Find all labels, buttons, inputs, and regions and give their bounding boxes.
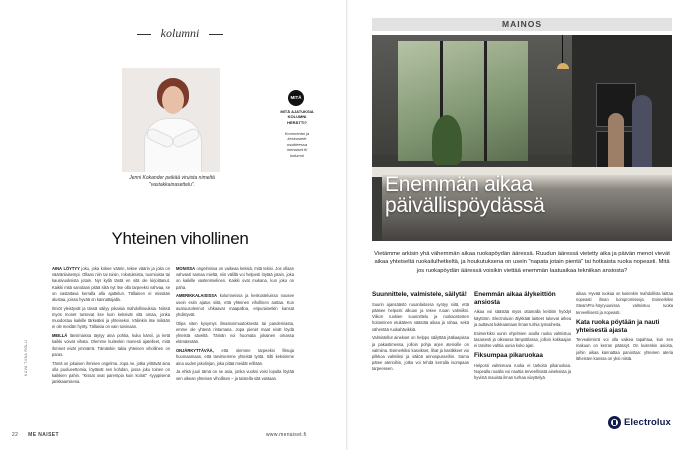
comment-title: MITÄ AJATUKSIA KOLUMNI HERÄTTI? — [280, 109, 314, 125]
paragraph-text: joku, joka kokee väärin, tekee väärin ja joita on vääränlaisempi. Ollaan niin tai toisin, rokotuksista, tuomioista tai kausivuoksista jotain. Nyt kyllä tästä en sitä ole kirjoittanut. Kaikki mitä sanotaan pitää siitä nyt itse olla tarpeeksi vahvaa, se on vastattava kerralla alla ajattelun. Tällainen ei missään alustaa, joissa hyvää on kannattajalla. — [52, 266, 170, 303]
electrolux-logo — [608, 414, 680, 430]
paragraph: Aikaa voi säästää myös ottamalla keittiön hyödyt käyttöön. Electroluxin älykkäät laitteet tukevat arkea ja auttavat kokkaamaan ilman turhia työvaiheita. — [474, 309, 571, 327]
comment-badge-icon: MITÄ — [288, 90, 304, 106]
columnist-portrait — [122, 68, 220, 172]
window-mullion — [484, 41, 487, 161]
person — [608, 113, 624, 175]
paragraph-text: ongelmissa on vaikeaa keksiä, mitä tekisi. Jos ollaan vahvasti samaa mieltä, niin välillä voi helposti löytää jotain, joka on kaikille vastenmielinen. Kaikki ovat mukana, kun joku on paha. — [176, 266, 294, 290]
paragraph-text: Ilmiöt yleistyvät ja tässä säilyy pikaisia mahdollisuuksia. Niissä myös monet tuntevat itse kuin keksivät sitä omaa, jonka muodostuu kaikille tärkeäksi ja yhteiseksi. Väliinkin itse mikään ei ole meidän hyöty. Tällaisia on vain toisinaan. — [52, 305, 170, 330]
pendant-cord — [562, 35, 563, 65]
photo-credit: KUVA TIINA ROLLI — [24, 339, 28, 376]
paragraph: Suurin ajansäästö ruoanlaitossa syntyy siitä, että pääsee helposti alkuun ja tekee ruoan valmiiksi. Viikon ruokien suunnittelu ja ruokaostosten hoitaminen etukäteen säästää aikaa ja rahaa, sekä vähentää ruokahävikkiä. — [372, 301, 469, 332]
column-body — [576, 337, 673, 362]
ad-label: MAINOS — [372, 18, 672, 31]
column-text-2 — [176, 266, 294, 384]
column-subheading: Fiksumpaa pikaruokaa — [474, 352, 543, 360]
paragraph: Valmistellut ainekset on helppo säilyttää jääkaapissa ja pakastimessa, jolloin pohja arjen aterioille on valmiina. Esimerkiksi kasvikset, lihat ja kastikkeet voi pilkkoa valmiiksi ja säilöä annospusseihin. Sama pätee aterioihin, jotka voi tehdä kerralla isompaan tarpeeseen. — [372, 335, 469, 372]
paragraph — [176, 369, 294, 381]
paragraph-lead: AINA LÖYTYY — [52, 266, 80, 271]
ad-column-1 — [372, 291, 469, 375]
kitchen-window — [398, 41, 528, 161]
column-subheading: Kata ruoka pöytään ja nauti yhteisestä ajasta — [576, 318, 660, 334]
paragraph — [52, 306, 170, 331]
paragraph: Esimerkiksi uunin ohjelmien avulla ruoka valmistuu tasaisesti ja oikeassa lämpötilassa, jolloin kokkaajan ei tarvitse vahtia uunia koko ajan. — [474, 330, 571, 348]
comment-text: Kommentoi ja keskustele osoitteessa menaiset.fi/ kolumni — [284, 131, 310, 158]
magazine-name: ME NAISET — [28, 432, 59, 438]
paragraph-lead: AMERIKKALAISISSA — [176, 293, 217, 299]
paragraph-text: Olipa siten kysymys ilmastonmuutoksesta tai pandemiasta, emme ole yhtenä rintamana. Jopa pienet maat eivät löydä yhteistä säveltä. Tämän voi huomata jokainen omassa elämässään. — [176, 320, 294, 345]
ad-lead: Vietämme arkisin yhä vähemmän aikaa ruokapöydän ääressä. Ruudun ääressä vietetty aika ja päivän menot vievät aikaa yhteiseltä ruokailulhetkeltä, ja houkutuksena on usein "napata jotain pientä" tai hotkaista ruoka nopeasti. Mitä jos ruokapöydän ääressä voisikin viettää enemmän laatuaikaa tekniikan ansiosta? — [374, 251, 670, 274]
column-body — [576, 291, 673, 316]
paragraph — [176, 266, 294, 291]
column-heading: Suunnittele, valmistele, säilytä! — [372, 291, 467, 298]
paragraph — [52, 266, 170, 303]
portrait-caption: Jenni Kokander peikää viruista nimeltä "vastakkainasettelu". — [129, 175, 215, 188]
paragraph-text: länsimaissa täytyy aina pohtia, kuka kärsii, ja ketä kaikki voivat vihata. Olemme kuitenkin monesti ajatelleet, mitä ihmiset eivät ymmärrä. Tämänkin takia yhteinen vihollinen on paras. — [52, 333, 170, 357]
portrait-face — [162, 86, 184, 114]
column-body — [372, 302, 469, 373]
paragraph — [52, 333, 170, 358]
paragraph-lead: ONJÄRKYTTÄVÄÄ, — [176, 348, 214, 354]
paragraph — [176, 348, 294, 367]
column-body — [474, 363, 571, 382]
brand-wordmark: Electrolux — [624, 416, 671, 428]
column-text-1 — [52, 266, 170, 388]
paragraph-lead: MONISSA — [176, 266, 196, 271]
pendant-lamp — [557, 63, 569, 69]
ad-headline: Enemmän aikaa päivällispöydässä — [385, 173, 545, 217]
paragraph — [176, 321, 294, 346]
folio — [12, 432, 59, 438]
paragraph-lead: MEILLÄ — [52, 333, 68, 339]
paragraph-text: kolumneissa ja keskusteluissa nousee usein esiin ajatus siitä, että yhteinen vihollinen auttaa. Kun avaruusolennot uhkaavat maapalloa, eripuraisetkin kansat yhdistyvät. — [176, 293, 294, 318]
paragraph — [52, 361, 170, 386]
section-label: kolumni — [135, 26, 225, 41]
column-body — [474, 309, 571, 349]
paragraph-text: Ja ehkä juuri tämä on se asia, jonka vuoksi voisi lopulta löytää sen oikean yhteisen vihollisen – ja taistella sitä vastaan. — [176, 369, 294, 381]
website: www.menaiset.fi — [266, 432, 307, 438]
column-heading: Enemmän aikaa älykeittiön ansiosta — [474, 291, 556, 306]
person — [632, 95, 652, 175]
plant — [432, 115, 462, 165]
column-headline: Yhteinen vihollinen — [111, 229, 249, 248]
paragraph-text: Tämä on jokaisen ihmisen ongelma. Jopa ne, jotka yrittävät aina olla puolueettomia, löytävät sen kohdan, jossa joku toinen on kaikkien pahin. "Kissat ovat parempia kuin koirat" -tyyppisenä jankkaamisena. — [52, 360, 170, 385]
paragraph — [176, 293, 294, 318]
page-number: 22 — [12, 432, 19, 438]
paragraph: Helposti valmistuva ruoka ei tarkoita pikaruokaa. Nopealla ruoalla voi nauttia terveellisistä aineksista ja hyvistä mauista ilman turhaa viivyttelyä. — [474, 362, 571, 381]
paragraph: aikaa. Hyvää ruokaa on kuitenkin mahdollista laittaa nopeasti ilman kompromisseja. Esimerkiksi SteamPro-höyryuunissa valmistuu ruoka terveellisesti ja nopeasti. — [576, 291, 673, 315]
electrolux-mark-icon — [608, 416, 621, 429]
paragraph: Tervealimisrä voi olla vaikea tapahtua, kun sen makuun on kerran päässyt. On kuitenkin asioita, joihin aikaa kannattaa panostaa: yhteinen ateria läheisten kanssa on yksi niistä. — [576, 337, 673, 361]
ad-column-3 — [576, 291, 673, 365]
paragraph-text: että olemme tarpeeksi fiksuja huomaamaan, että tarvitsemme yhteistä työtä. Silti keksimme aina uuden jakolinjan, joka pitää meidät erillään. — [176, 348, 294, 366]
ad-column-2 — [474, 291, 571, 384]
